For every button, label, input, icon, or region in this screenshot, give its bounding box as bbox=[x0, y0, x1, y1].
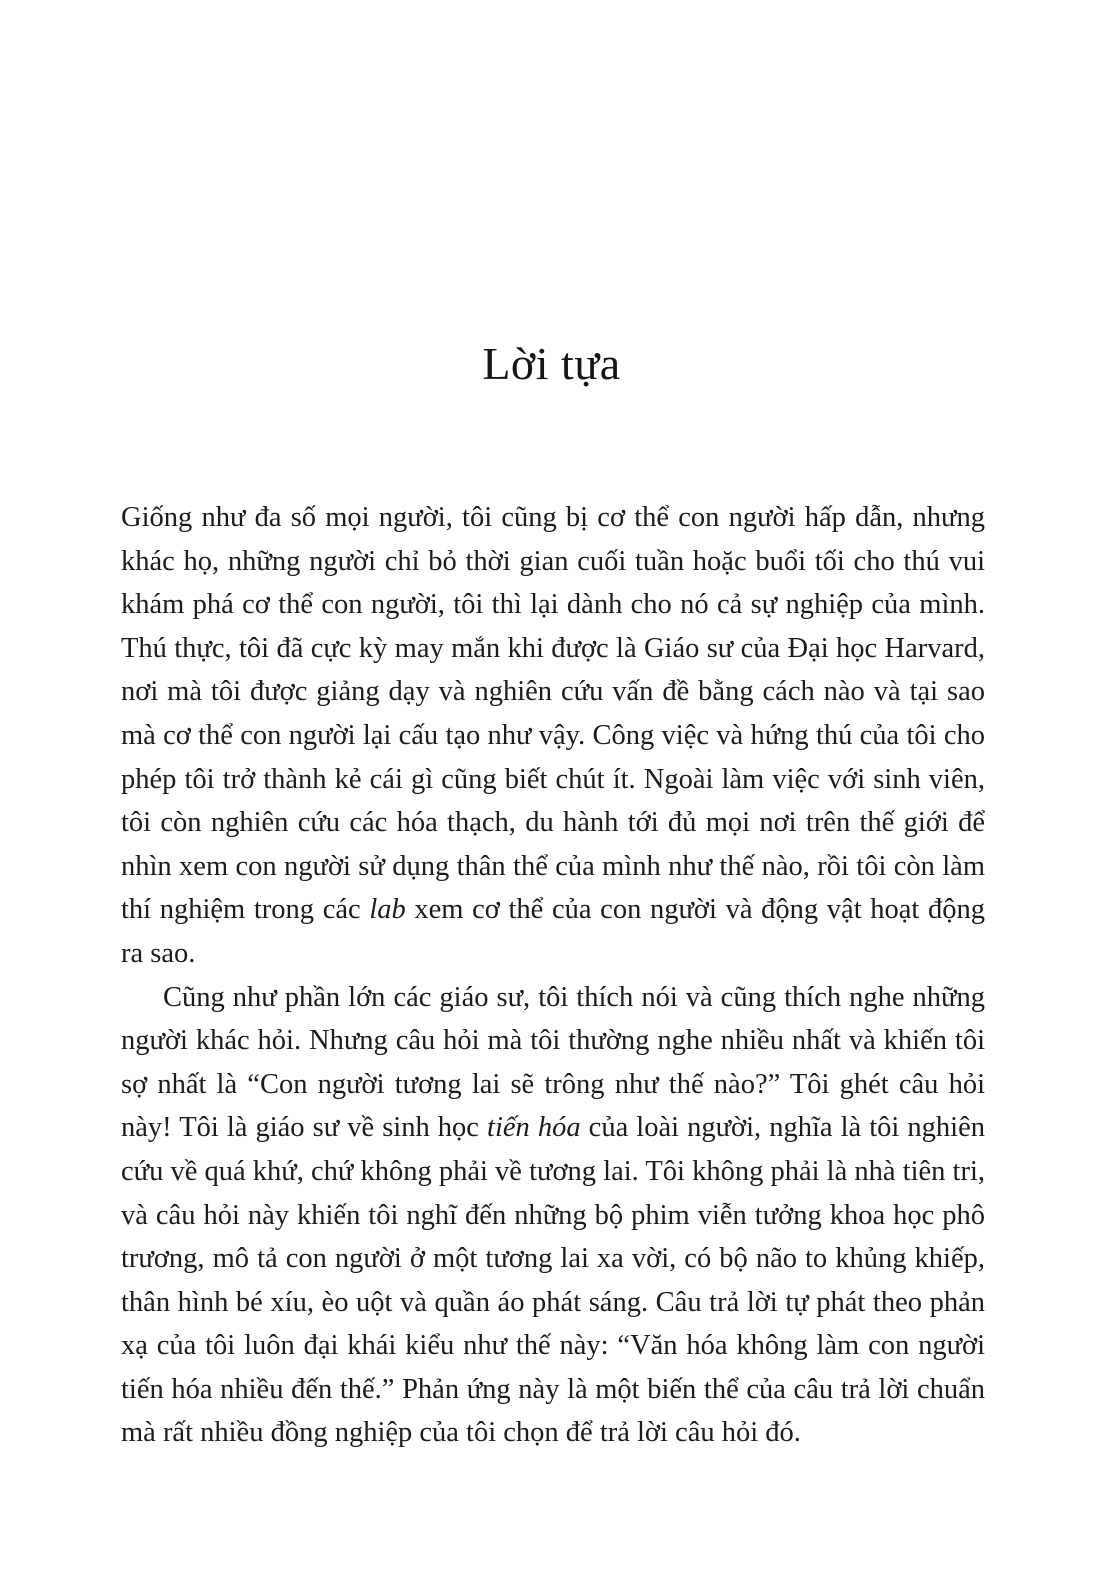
text-run: của loài người, nghĩa là tôi nghiên cứu về quá khứ, chứ không phải về tương lai. Tôi không phải là nhà tiên tri, và câu hỏi này khiến tôi nghĩ đến những bộ phim viễn tưởng khoa học phô trương, mô tả con người ở một tương lai xa vời, có bộ não to khủng khiếp, thân hình bé xíu, èo uột và quần áo phát sáng. Câu trả lời tự phát theo phản xạ của tôi luôn đại khái kiểu như thế này: “Văn hóa không làm con người tiến hóa nhiều đến thế.” Phản ứng này là một biến thể của câu trả lời chuẩn mà rất nhiều đồng nghiệp của tôi chọn để trả lời câu hỏi đó. bbox=[121, 1112, 985, 1449]
chapter-title: Lời tựa bbox=[482, 338, 621, 389]
text-run: Cũng như phần lớn các giáo sư, tôi thích nói và cũng thích nghe những người khác hỏi. Nhưng câu hỏi mà tôi thường nghe nhiều nhất và khiến tôi sợ nhất là “Con người tương lai sẽ trông như thế nào?” Tôi ghét câu hỏi này! Tôi là giáo sư về sinh học bbox=[121, 981, 985, 1144]
text-run: Giống như đa số mọi người, tôi cũng bị cơ thể con người hấp dẫn, nhưng khác họ, những người chỉ bỏ thời gian cuối tuần hoặc buổi tối cho thú vui khám phá cơ thể con người, tôi thì lại dành cho nó cả sự nghiệp của mình. Thú thực, tôi đã cực kỳ may mắn khi được là Giáo sư của Đại học Harvard, nơi mà tôi được giảng dạy và nghiên cứu vấn đề bằng cách nào và tại sao mà cơ thể con người lại cấu tạo như vậy. Công việc và hứng thú của tôi cho phép tôi trở thành kẻ cái gì cũng biết chút ít. Ngoài làm việc với sinh viên, tôi còn nghiên cứu các hóa thạch, du hành tới đủ mọi nơi trên thế giới để nhìn xem con người sử dụng thân thể của mình như thế nào, rồi tôi còn làm thí nghiệm trong các bbox=[121, 502, 985, 926]
paragraph-2 bbox=[121, 976, 985, 1456]
italic-run: tiến hóa bbox=[487, 1112, 581, 1144]
paragraph-1 bbox=[121, 496, 985, 976]
body-text bbox=[121, 496, 985, 1455]
italic-run: lab bbox=[369, 894, 406, 926]
text-run: xem cơ thể của con người và động vật hoạt động ra sao. bbox=[121, 894, 985, 969]
